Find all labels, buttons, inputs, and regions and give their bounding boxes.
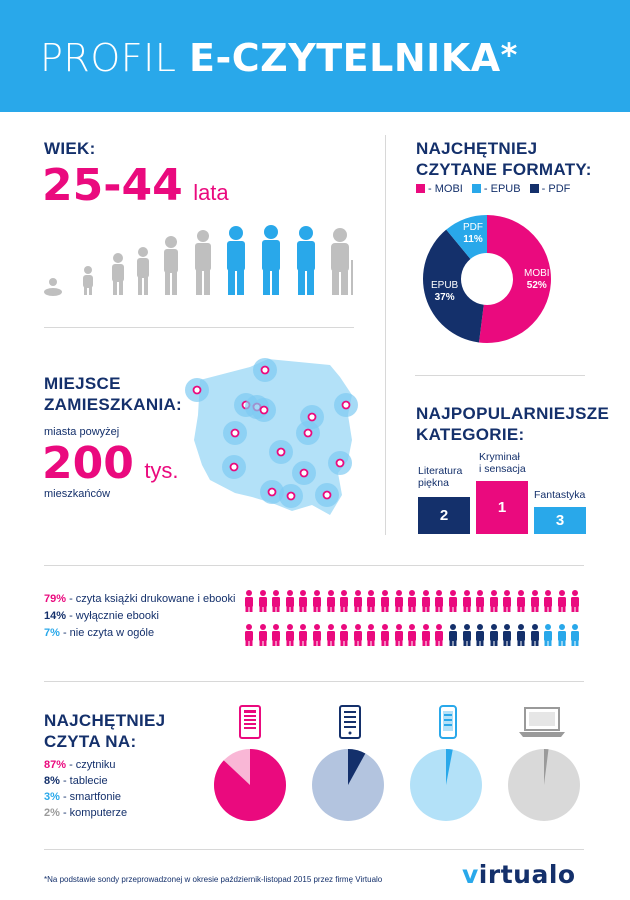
page-title: PROFIL E-CZYTELNIKA* [40, 36, 518, 80]
age-heading: WIEK: [44, 139, 96, 158]
person-icon [271, 590, 280, 612]
category-bar-fantastyka: 3 [534, 507, 586, 534]
person-icon [298, 624, 307, 646]
person-icon [407, 590, 416, 612]
person-icon [366, 590, 375, 612]
person-icon [258, 590, 267, 612]
habit-not-reading: 7% - nie czyta w ogóle [44, 627, 155, 639]
age-people-illustration [38, 220, 358, 300]
city-dot [324, 492, 331, 499]
person-icon [462, 624, 471, 646]
person-icon [353, 624, 362, 646]
person-icon [530, 624, 539, 646]
footer-note: *Na podstawie sondy przeprowadzonej w okresie październik-listopad 2015 przez firmę Virtualo [44, 875, 383, 884]
person-icon [407, 624, 416, 646]
city-dot [301, 470, 308, 477]
person-icon [502, 590, 511, 612]
person-icon [516, 624, 525, 646]
city-dot [288, 493, 295, 500]
devices-heading: NAJCHĘTNIEJ CZYTA NA: [44, 711, 166, 751]
person-icon [543, 624, 552, 646]
person-icon [570, 624, 579, 646]
city-dot [337, 460, 344, 467]
person-icon [312, 624, 321, 646]
vertical-divider [385, 135, 386, 535]
donut-label-pdf: PDF 11% [463, 222, 483, 245]
city-dot [309, 414, 316, 421]
divider-devices [44, 849, 584, 850]
virtualo-logo: virtualo [462, 860, 576, 889]
city-dot [262, 367, 269, 374]
age-unit: lata [193, 180, 229, 205]
person-icon [448, 590, 457, 612]
device-stat-ereader: 87% - czytniku [44, 759, 116, 771]
child-figure-icon [112, 253, 124, 295]
adult-figure-icon-3 [297, 226, 315, 295]
residence-value: 200 [42, 438, 134, 489]
adult-figure-icon-2 [262, 225, 280, 295]
kid-figure-icon [137, 247, 149, 295]
city-dot [343, 402, 350, 409]
divider-habits [44, 681, 584, 682]
adult-figure-icon-1 [227, 226, 245, 295]
person-icon [475, 624, 484, 646]
donut-label-epub: EPUB 37% [431, 280, 459, 303]
city-dot [305, 430, 312, 437]
person-icon [339, 590, 348, 612]
habit-read-both: 79% - czyta książki drukowane i ebooki [44, 593, 236, 605]
categories-heading: NAJPOPULARNIEJSZE KATEGORIE: [416, 404, 610, 444]
category-label-fantastyka: Fantastyka [534, 489, 586, 501]
person-icon [326, 624, 335, 646]
person-icon [557, 624, 566, 646]
city-dot [269, 489, 276, 496]
legend-pdf: - PDF [530, 183, 571, 195]
city-dot [232, 430, 239, 437]
toddler-figure-icon [83, 266, 93, 295]
residence-unit: tys. [144, 458, 179, 483]
residence-prefix: miasta powyżej [44, 426, 120, 438]
person-icon [271, 624, 280, 646]
people-grid-chart [244, 590, 584, 652]
person-icon [326, 590, 335, 612]
device-pie-charts [208, 745, 588, 825]
person-icon [244, 590, 253, 612]
category-label-kryminal: Kryminał i sensacja [479, 451, 526, 475]
city-dot [194, 387, 201, 394]
young-adult-figure-icon [195, 230, 211, 295]
city-dot [278, 449, 285, 456]
person-icon [434, 624, 443, 646]
person-icon [421, 624, 430, 646]
person-icon [543, 590, 552, 612]
ereader-icon [238, 705, 262, 739]
device-stat-tablet: 8% - tablecie [44, 775, 108, 787]
baby-figure-icon [44, 278, 62, 296]
age-value: 25-44 [42, 160, 183, 211]
divider-formats [415, 375, 585, 376]
person-icon [475, 590, 484, 612]
legend-epub: - EPUB [472, 183, 521, 195]
person-icon [570, 590, 579, 612]
city-dot [231, 464, 238, 471]
person-icon [312, 590, 321, 612]
tablet-icon [338, 705, 362, 739]
laptop-icon [517, 706, 567, 738]
person-icon [394, 624, 403, 646]
person-icon [516, 590, 525, 612]
smartphone-icon [438, 705, 458, 739]
age-value-block [42, 160, 229, 211]
category-bar-kryminal: 1 [476, 481, 528, 534]
legend-mobi: - MOBI [416, 183, 463, 195]
device-stat-computer: 2% - komputerze [44, 807, 128, 819]
donut-label-mobi: MOBI 52% [524, 268, 550, 291]
divider-age [44, 327, 354, 328]
person-icon [557, 590, 566, 612]
person-icon [285, 590, 294, 612]
person-icon [448, 624, 457, 646]
senior-figure-icon [331, 228, 353, 295]
person-icon [366, 624, 375, 646]
teen-figure-icon [164, 236, 178, 295]
residence-value-block [42, 438, 179, 489]
person-icon [380, 624, 389, 646]
residence-suffix: mieszkańców [44, 488, 111, 500]
person-icon [462, 590, 471, 612]
person-icon [339, 624, 348, 646]
person-icon [434, 590, 443, 612]
person-icon [530, 590, 539, 612]
person-icon [421, 590, 430, 612]
formats-legend [416, 183, 570, 195]
habit-ebooks-only: 14% - wyłącznie ebooki [44, 610, 159, 622]
person-icon [394, 590, 403, 612]
person-icon [258, 624, 267, 646]
person-icon [502, 624, 511, 646]
person-icon [489, 590, 498, 612]
divider-residence [44, 565, 584, 566]
person-icon [489, 624, 498, 646]
category-label-literatura: Literatura piękna [418, 465, 463, 489]
person-icon [380, 590, 389, 612]
poland-map [180, 355, 370, 535]
person-icon [244, 624, 253, 646]
person-icon [285, 624, 294, 646]
category-bar-literatura: 2 [418, 497, 470, 534]
device-stat-smartphone: 3% - smartfonie [44, 791, 122, 803]
person-icon [353, 590, 362, 612]
residence-heading: MIEJSCE ZAMIESZKANIA: [44, 374, 182, 414]
person-icon [298, 590, 307, 612]
formats-heading: NAJCHĘTNIEJ CZYTANE FORMATY: [416, 139, 592, 179]
city-dot [261, 407, 268, 414]
